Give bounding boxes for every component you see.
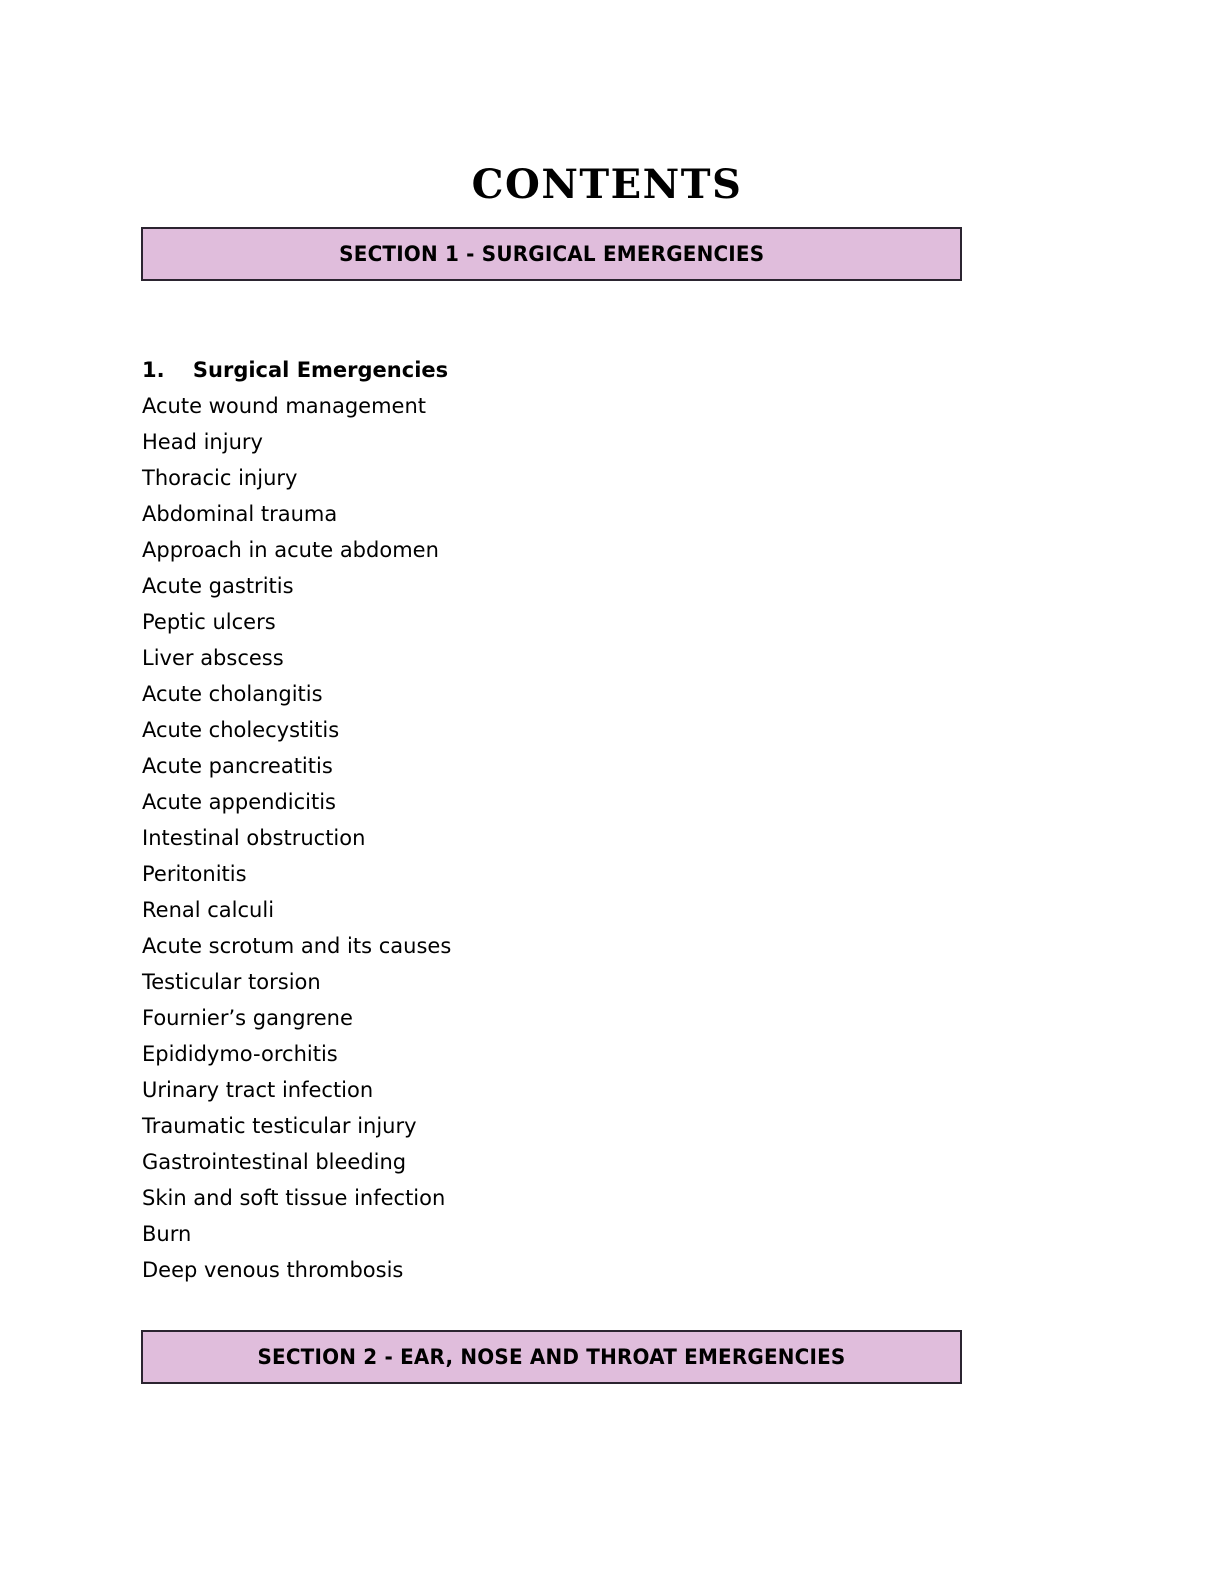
list-item: Skin and soft tissue infection (142, 1186, 446, 1210)
list-item: Acute cholangitis (142, 682, 323, 706)
list-item: Peritonitis (142, 862, 247, 886)
section-banner-2-label: SECTION 2 - EAR, NOSE AND THROAT EMERGENCIES (257, 1345, 846, 1369)
list-item: Renal calculi (142, 898, 275, 922)
list-item: Acute pancreatitis (142, 754, 333, 778)
list-item: Epididymo-orchitis (142, 1042, 338, 1066)
list-item: Acute appendicitis (142, 790, 336, 814)
list-item: Burn (142, 1222, 192, 1246)
list-item: Urinary tract infection (142, 1078, 374, 1102)
chapter-heading-1: 1. Surgical Emergencies (142, 358, 449, 382)
list-item: Peptic ulcers (142, 610, 276, 634)
section-banner-1-label: SECTION 1 - SURGICAL EMERGENCIES (338, 242, 765, 266)
list-item: Abdominal trauma (142, 502, 338, 526)
page-title: CONTENTS (471, 160, 743, 208)
table-of-contents-section-1 (142, 352, 962, 1288)
list-item: Traumatic testicular injury (142, 1114, 417, 1138)
list-item: Intestinal obstruction (142, 826, 366, 850)
list-item: Head injury (142, 430, 263, 454)
list-item: Acute scrotum and its causes (142, 934, 452, 958)
list-item: Thoracic injury (142, 466, 298, 490)
list-item: Deep venous thrombosis (142, 1258, 404, 1282)
list-item: Liver abscess (142, 646, 284, 670)
list-item: Testicular torsion (142, 970, 321, 994)
section-banner-1 (141, 227, 962, 281)
list-item: Gastrointestinal bleeding (142, 1150, 407, 1174)
list-item: Acute gastritis (142, 574, 294, 598)
list-item: Acute wound management (142, 394, 427, 418)
list-item: Fournier’s gangrene (142, 1006, 353, 1030)
list-item: Acute cholecystitis (142, 718, 340, 742)
section-banner-2 (141, 1330, 962, 1384)
list-item: Approach in acute abdomen (142, 538, 439, 562)
